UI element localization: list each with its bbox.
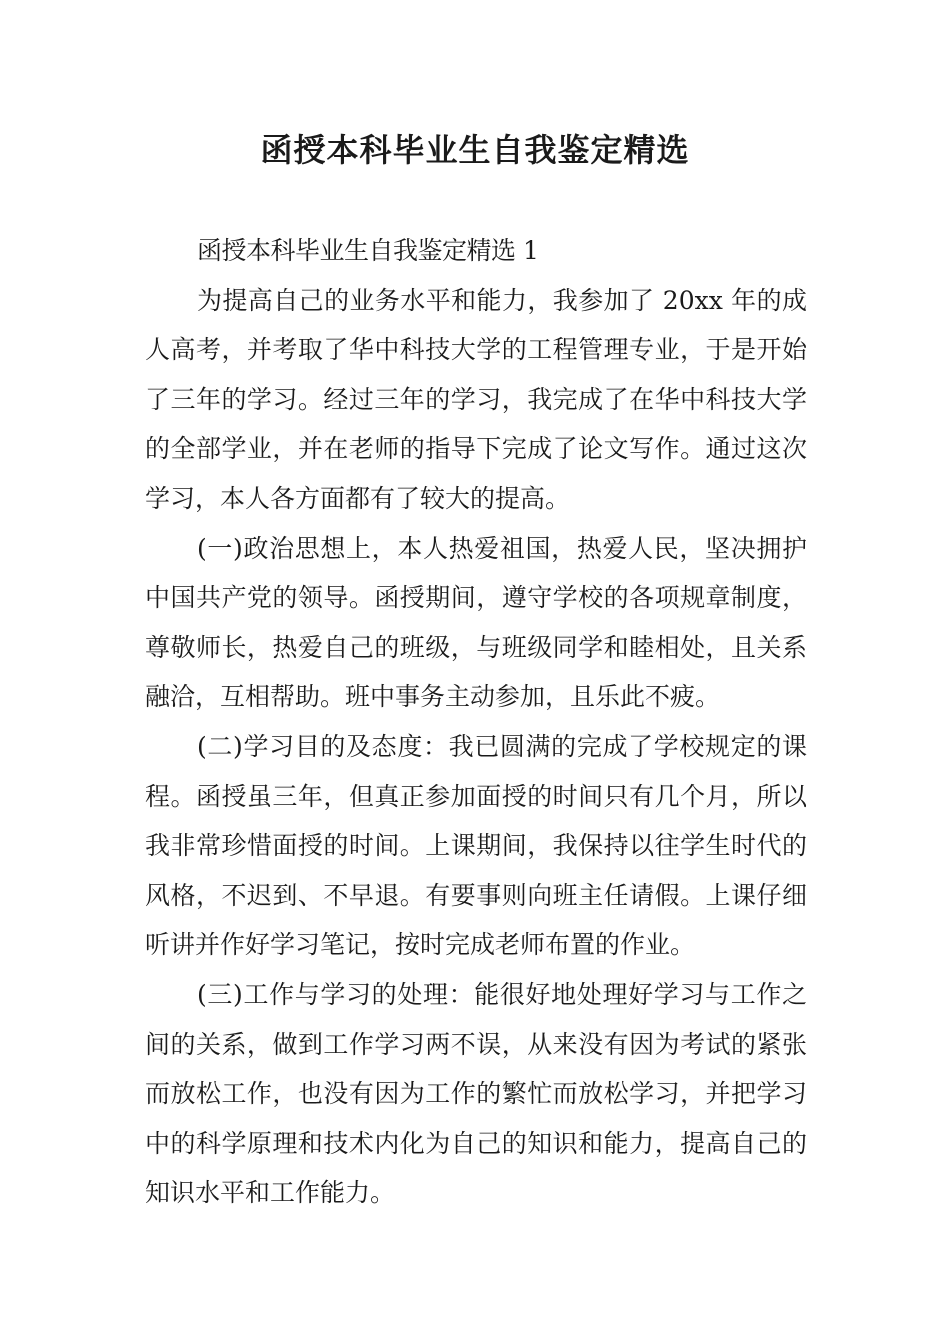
- document-title: 函授本科毕业生自我鉴定精选: [260, 131, 690, 169]
- document-body: [145, 226, 807, 1218]
- paragraph-intro: 为提高自己的业务水平和能力，我参加了 20xx 年的成人高考，并考取了华中科技大学的工程管理专业，于是开始了三年的学习。经过三年的学习，我完成了在华中科技大学的全部学业，并在老师的指导下完成了论文写作。通过这次学习，本人各方面都有了较大的提高。: [145, 285, 807, 513]
- paragraph-work-study: (三)工作与学习的处理：能很好地处理好学习与工作之间的关系，做到工作学习两不误，从来没有因为考试的紧张而放松工作，也没有因为工作的繁忙而放松学习，并把学习中的科学原理和技术内化为自己的知识和能力，提高自己的知识水平和工作能力。: [145, 979, 807, 1208]
- paragraph-study-attitude: (二)学习目的及态度：我已圆满的完成了学校规定的课程。函授虽三年，但真正参加面授的时间只有几个月，所以我非常珍惜面授的时间。上课期间，我保持以往学生时代的风格，不迟到、不早退。有要事则向班主任请假。上课仔细听讲并作好学习笔记，按时完成老师布置的作业。: [145, 731, 807, 960]
- section-heading: 函授本科毕业生自我鉴定精选 1: [197, 236, 539, 265]
- paragraph-political: (一)政治思想上，本人热爱祖国，热爱人民，坚决拥护中国共产党的领导。函授期间，遵守学校的各项规章制度，尊敬师长，热爱自己的班级，与班级同学和睦相处，且关系融洽，互相帮助。班中事务主动参加，且乐此不疲。: [145, 533, 807, 712]
